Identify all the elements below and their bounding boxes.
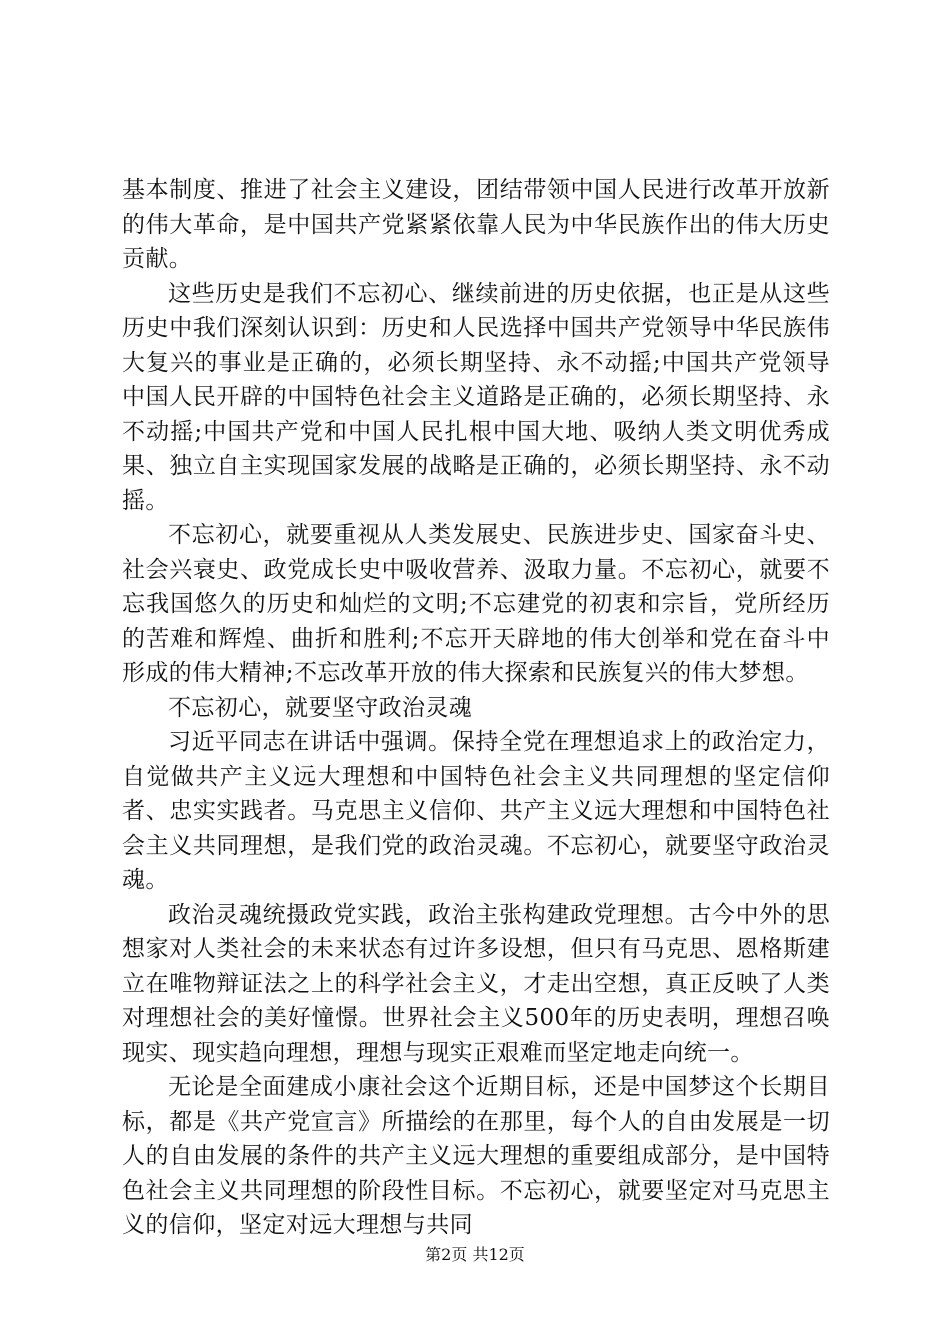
document-body — [122, 173, 830, 1243]
paragraph-political-soul: 习近平同志在讲话中强调。保持全党在理想追求上的政治定力，自觉做共产主义远大理想和中国特色社会主义共同理想的坚定信仰者、忠实实践者。马克思主义信仰、共产主义远大理想和中国特色社会主义共同理想，是我们党的政治灵魂。不忘初心，就要坚守政治灵魂。 — [122, 729, 830, 893]
paragraph-continued: 基本制度、推进了社会主义建设，团结带领中国人民进行改革开放新的伟大革命，是中国共产党紧紧依靠人民为中华民族作出的伟大历史贡献。 — [122, 177, 830, 272]
page-number: 第2页 共12页 — [425, 1245, 525, 1264]
paragraph-political-ideal: 政治灵魂统摄政党实践，政治主张构建政党理想。古今中外的思想家对人类社会的未来状态有过许多设想，但只有马克思、恩格斯建立在唯物辩证法之上的科学社会主义，才走出空想，真正反映了人类对理想社会的美好憧憬。世界社会主义500年的历史表明，理想召唤现实、现实趋向理想，理想与现实正艰难而坚定地走向统一。 — [122, 901, 830, 1066]
paragraph-goals: 无论是全面建成小康社会这个近期目标，还是中国梦这个长期目标，都是《共产党宣言》所描绘的在那里，每个人的自由发展是一切人的自由发展的条件的共产主义远大理想的重要组成部分，是中国特色社会主义共同理想的阶段性目标。不忘初心，就要坚定对马克思主义的信仰，坚定对远大理想与共同 — [122, 1074, 830, 1238]
paragraph-remember-origin: 不忘初心，就要重视从人类发展史、民族进步史、国家奋斗史、社会兴衰史、政党成长史中吸收营养、汲取力量。不忘初心，就要不忘我国悠久的历史和灿烂的文明;不忘建党的初衷和宗旨，党所经历的苦难和辉煌、曲折和胜利;不忘开天辟地的伟大创举和党在奋斗中形成的伟大精神;不忘改革开放的伟大探索和民族复兴的伟大梦想。 — [122, 522, 830, 686]
paragraph-history-basis: 这些历史是我们不忘初心、继续前进的历史依据，也正是从这些历史中我们深刻认识到：历史和人民选择中国共产党领导中华民族伟大复兴的事业是正确的，必须长期坚持、永不动摇;中国共产党领导中国人民开辟的中国特色社会主义道路是正确的，必须长期坚持、永不动摇;中国共产党和中国人民扎根中国大地、吸纳人类文明优秀成果、独立自主实现国家发展的战略是正确的，必须长期坚持、永不动摇。 — [122, 280, 830, 514]
section-heading: 不忘初心，就要坚守政治灵魂 — [168, 694, 473, 721]
